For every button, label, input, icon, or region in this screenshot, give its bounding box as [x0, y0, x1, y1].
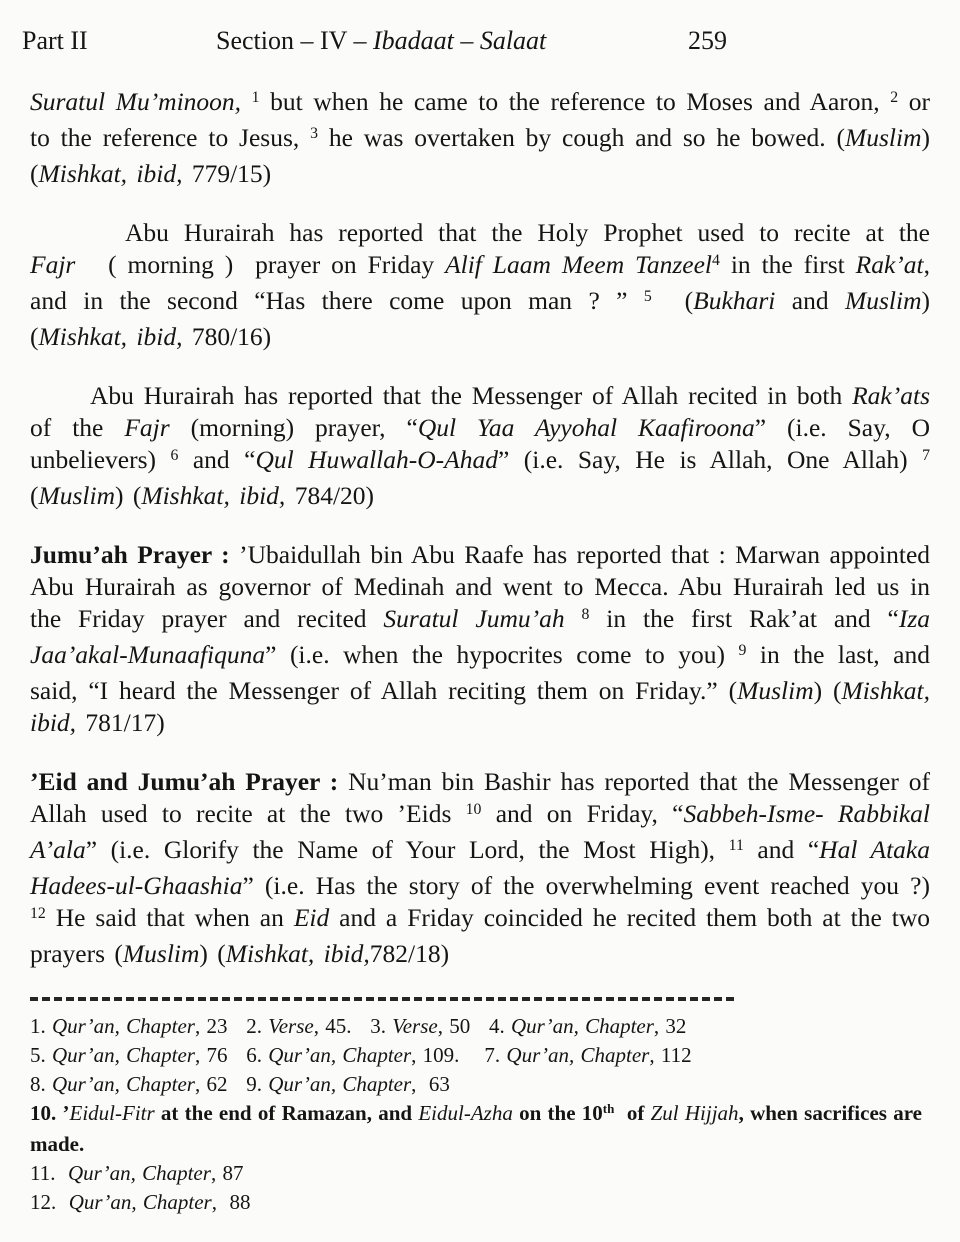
text-run: Fajr [30, 250, 76, 279]
text-run: Alif Laam Meem Tanzeel [445, 250, 713, 279]
text-run: 8 [581, 605, 590, 623]
text-run: Qul Huwallah-O-Ahad [255, 445, 498, 474]
text-run: 779/15) [182, 159, 272, 188]
body-paragraphs [30, 86, 930, 970]
text-run: in the last, and said, “I heard the Messenger of Allah reciting them on Friday.” ( [30, 640, 930, 705]
text-run: , 50 4. [437, 1014, 511, 1038]
text-run: , 112 [649, 1043, 692, 1067]
text-run: Eidul-Fitr [69, 1101, 155, 1125]
text-run: Abu Hurairah has reported that the Messenger of Allah recited in both [90, 381, 853, 410]
text-run: Qur’an, Chapter [67, 1161, 211, 1185]
text-run: , 76 6. [194, 1043, 269, 1067]
text-run: Iza Jaa’akal-Munaafiquna [30, 604, 930, 669]
text-run: and [775, 286, 845, 315]
text-run: Zul Hijjah [650, 1101, 739, 1125]
text-run: , when sacrifices are made. [30, 1101, 929, 1156]
text-run: Suratul Mu’minoon, [30, 87, 242, 116]
footnote [30, 1188, 930, 1217]
text-run: on the 10 [512, 1101, 603, 1125]
text-run: 780/16) [182, 322, 272, 351]
text-run: Verse [268, 1014, 314, 1038]
text-run: Sabbeh-Isme- Rabbikal A’ala [30, 799, 930, 864]
footnote [30, 1070, 930, 1099]
text-run: but when he came to the reference to Moses and Aaron, [259, 87, 891, 116]
text-run: Mishkat, ibid, [38, 322, 183, 351]
text-run: ) ( [199, 939, 226, 968]
text-run: Mishkat, ibid, [141, 481, 286, 510]
text-run: Bukhari [693, 286, 776, 315]
text-run: 2 [890, 88, 899, 106]
footnote [30, 1012, 930, 1041]
text-run: Qur’an, Chapter [68, 1190, 212, 1214]
text-run: ) ( [30, 286, 930, 351]
text-run [565, 604, 582, 633]
text-run: Abu Hurairah has reported that the Holy Prophet used to recite at the [125, 218, 930, 247]
text-run: 5 [643, 287, 652, 305]
text-run: or to the reference to Jesus, [30, 87, 931, 152]
text-run: 9 [738, 641, 747, 659]
text-run: Hal Ataka Hadees-ul-Ghaashia [30, 835, 930, 900]
text-run: Muslim [844, 286, 922, 315]
text-run: Muslim [38, 481, 115, 510]
text-run: Qur’an, Chapter [506, 1043, 650, 1067]
text-run: , 45. 3. [313, 1014, 393, 1038]
text-run: Suratul Jumu’ah [383, 604, 565, 633]
text-run: Qur’an, Chapter [510, 1014, 654, 1038]
paragraph [30, 766, 930, 970]
text-run: Qur’an, Chapter [268, 1072, 412, 1096]
text-run: Eidul-Azha [418, 1101, 513, 1125]
text-run: Eid [293, 903, 330, 932]
text-run: ( [651, 286, 694, 315]
text-run: 4 [712, 251, 720, 269]
text-run: 1. [30, 1014, 52, 1038]
footnotes [30, 1012, 930, 1217]
text-run: and a Friday coincided he recited them both at the two prayers ( [30, 903, 930, 968]
text-run: , 23 2. [194, 1014, 269, 1038]
text-run: Nu’man bin Bashir has reported that the Messenger of Allah used to recite at the two ’Eids [30, 767, 930, 828]
text-run: ( [30, 481, 39, 510]
text-run: 781/17) [76, 708, 165, 737]
text-run: ” (i.e. Glorify the Name of Your Lord, the Most High), [85, 835, 729, 864]
text-run: 3 [310, 124, 319, 142]
text-run: 1 [251, 88, 260, 106]
text-run: 7 [922, 446, 931, 464]
text-run: Qul Yaa Ayyohal Kaafiroona [417, 413, 755, 442]
text-run: Jumu’ah Prayer : [30, 540, 240, 569]
text-run: th [602, 1101, 615, 1117]
text-run: Qur’an, Chapter [52, 1043, 195, 1067]
text-run: in the first [719, 250, 856, 279]
text-run: Qur’an, Chapter [268, 1043, 412, 1067]
text-run: of the [30, 413, 125, 442]
text-run: 10 [465, 800, 482, 818]
text-run: ” (i.e. when the hypocrites come to you) [265, 640, 739, 669]
text-run: Fajr [124, 413, 170, 442]
text-run: at the end of Ramazan, and [154, 1101, 419, 1125]
text-run: ” (i.e. Say, O unbelievers) [30, 413, 930, 474]
footnote-separator [30, 997, 736, 1001]
text-run: 8. [30, 1072, 52, 1096]
paragraph [30, 86, 930, 190]
text-run: 12. [30, 1190, 69, 1214]
page-header [22, 26, 930, 60]
text-run: Mishkat, ibid, [38, 159, 183, 188]
text-run: and “ [743, 835, 820, 864]
text-run: Muslim [845, 123, 922, 152]
text-run: 5. [30, 1043, 52, 1067]
text-run: ’Ubaidullah bin Abu Raafe has reported that : Marwan appointed Abu Hurairah as governor of Medinah and went to Mecca. Abu Hurairah led us in the Friday prayer and recited [30, 540, 931, 633]
text-run: 11. [30, 1161, 68, 1185]
text-run: 11 [728, 836, 744, 854]
text-run: Qur’an, Chapter [52, 1072, 195, 1096]
text-run: ( morning ) prayer on Friday [75, 250, 446, 279]
text-run: Muslim [737, 676, 814, 705]
text-run: 10. ’ [30, 1101, 70, 1125]
text-run: ) ( [813, 676, 842, 705]
text-run: Verse [392, 1014, 438, 1038]
text-run: ) ( [30, 123, 930, 188]
page-number: 259 [688, 26, 727, 55]
paragraph [30, 380, 930, 512]
text-run: Muslim [122, 939, 200, 968]
header-section-title [216, 26, 546, 56]
text-run: (morning) prayer, “ [169, 413, 418, 442]
text-run: 784/20) [285, 481, 375, 510]
text-run: he was overtaken by cough and so he bowed. ( [318, 123, 845, 152]
paragraph [30, 217, 930, 353]
text-run: , 32 [653, 1014, 687, 1038]
text-run: and “ [178, 445, 256, 474]
text-run: of [614, 1101, 651, 1125]
text-run: in the first Rak’at and “ [589, 604, 899, 633]
text-run: ” (i.e. Say, He is Allah, One Allah) [497, 445, 923, 474]
paragraph [30, 539, 930, 739]
text-run: Mishkat, ibid, [225, 939, 370, 968]
text-run: , 109. 7. [411, 1043, 507, 1067]
header-section-italic: Ibadaat – Salaat [372, 26, 547, 55]
text-run: Qur’an, Chapter [52, 1014, 195, 1038]
text-run: , 88 [211, 1190, 251, 1214]
text-run: ” (i.e. Has the story of the overwhelming event reached you ?) [242, 871, 930, 900]
text-run: 12 [30, 904, 46, 922]
footnote [30, 1041, 930, 1070]
text-run: ) ( [115, 481, 142, 510]
header-part-label: Part II [22, 26, 88, 55]
text-run: and on Friday, “ [481, 799, 684, 828]
text-run: , 62 9. [194, 1072, 269, 1096]
text-run: 6 [170, 446, 179, 464]
text-run: 782/18) [369, 939, 450, 968]
text-run: , 63 [411, 1072, 450, 1096]
text-run: Mishkat, ibid, [30, 676, 930, 737]
text-run [241, 87, 252, 116]
footnote [30, 1159, 930, 1188]
header-section-plain: Section – IV – [216, 26, 373, 55]
footnote [30, 1099, 930, 1159]
text-run: He said that when an [45, 903, 294, 932]
text-run: , 87 [210, 1161, 244, 1185]
text-run: , and in the second “Has there come upon man ? ” [30, 250, 930, 315]
text-run: Rak’ats [852, 381, 930, 410]
text-run: Rak’at [855, 250, 924, 279]
text-run: ’Eid and Jumu’ah Prayer : [30, 767, 349, 796]
